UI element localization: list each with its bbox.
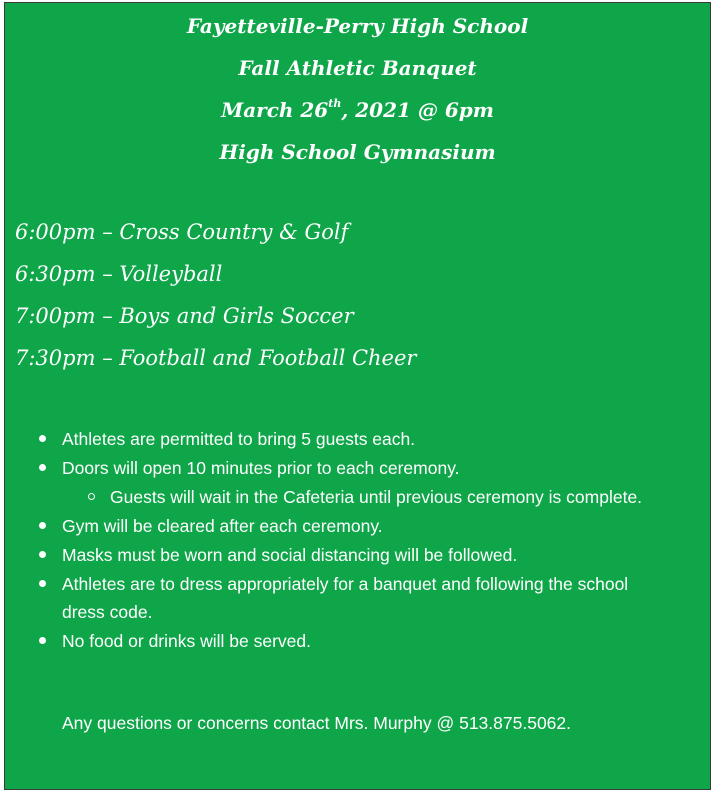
bullet-icon <box>39 580 46 587</box>
event-location: High School Gymnasium <box>219 140 496 164</box>
schedule-item: 6:00pm – Cross Country & Golf <box>15 220 349 244</box>
bullet-icon <box>39 464 46 471</box>
note-item <box>5 627 710 655</box>
date-ordinal: th <box>328 97 342 111</box>
hollow-bullet-icon <box>88 493 95 500</box>
schedule-list <box>15 211 416 379</box>
note-text: No food or drinks will be served. <box>62 631 311 651</box>
note-text: Masks must be worn and social distancing will be followed. <box>62 545 518 565</box>
date-rest: , 2021 @ 6pm <box>341 98 494 122</box>
schedule-item: 7:00pm – Boys and Girls Soccer <box>15 304 354 328</box>
bullet-icon <box>39 435 46 442</box>
note-item <box>5 570 710 626</box>
contact-info: Any questions or concerns contact Mrs. Murphy @ 513.875.5062. <box>62 713 572 733</box>
note-item <box>5 541 710 569</box>
bullet-icon <box>39 551 46 558</box>
schedule-item: 7:30pm – Football and Football Cheer <box>15 346 417 370</box>
note-text: Athletes are to dress appropriately for a banquet and following the school dress code. <box>62 574 629 622</box>
note-text: Athletes are permitted to bring 5 guests each. <box>62 429 416 449</box>
note-item <box>5 512 710 540</box>
event-title: Fall Athletic Banquet <box>238 56 477 80</box>
banquet-flyer <box>4 2 711 790</box>
schedule-item: 6:30pm – Volleyball <box>15 262 223 286</box>
note-text: Guests will wait in the Cafeteria until previous ceremony is complete. <box>110 487 643 507</box>
school-name: Fayetteville-Perry High School <box>186 14 529 38</box>
event-date <box>5 91 710 133</box>
sub-note-item <box>5 483 710 511</box>
date-prefix: March 26 <box>221 98 329 122</box>
note-text: Doors will open 10 minutes prior to each ceremony. <box>62 458 460 478</box>
note-item <box>5 454 710 482</box>
bullet-icon <box>39 637 46 644</box>
bullet-icon <box>39 522 46 529</box>
flyer-header <box>5 7 710 175</box>
note-text: Gym will be cleared after each ceremony. <box>62 516 383 536</box>
note-item <box>5 425 710 453</box>
notes-list <box>5 425 710 656</box>
